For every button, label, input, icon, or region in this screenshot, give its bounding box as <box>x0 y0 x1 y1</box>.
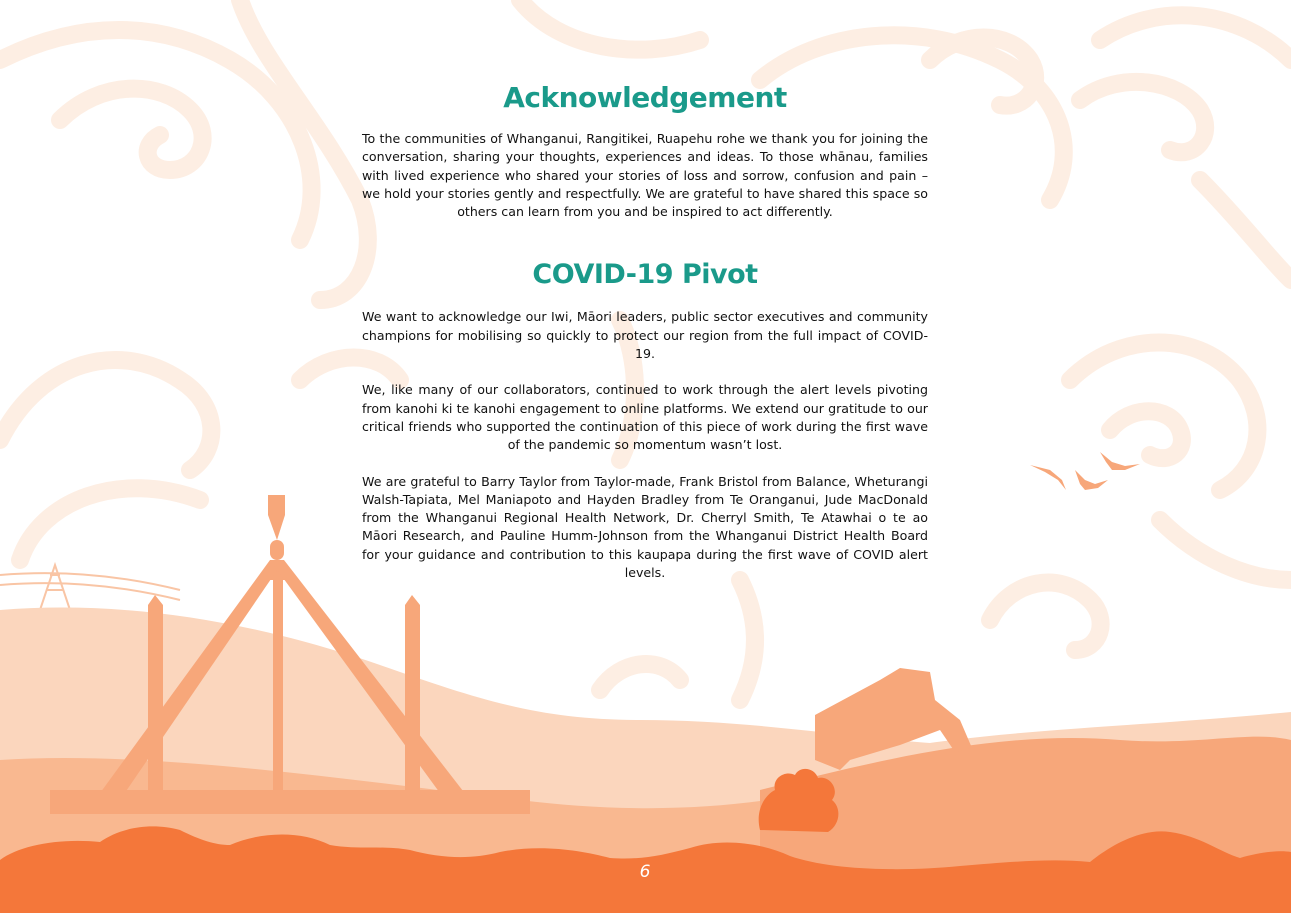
birds <box>1030 452 1140 490</box>
covid-paragraph-1: We want to acknowledge our Iwi, Māori leaders, public sector executives and community champions for mobilising so quickly to protect our region from the full impact of COVID-19. <box>362 309 928 362</box>
acknowledgement-paragraph: To the communities of Whanganui, Rangitikei, Ruapehu rohe we thank you for joining the conversation, sharing your thoughts, experiences and ideas. To those whānau, families with lived experience who shared your stories of loss and sorrow, confusion and pain – we hold your stories gently and respectfully. We are grateful to have shared this space so others can learn from you and be inspired to act differently. <box>362 131 928 220</box>
covid-paragraph-3: We are grateful to Barry Taylor from Taylor-made, Frank Bristol from Balance, Wheturangi Walsh-Tapiata, Mel Maniapoto and Hayden Bradley from Te Oranganui, Jude MacDonald from the Whanganui Regional Health Network, Dr. Cherryl Smith, Te Atawhai o te ao Māori Research, and Pauline Humm-Johnson from the Whanganui District Health Board for your guidance and contribution to this kaupapa during the first wave of COVID alert levels. <box>362 473 928 581</box>
text-content <box>362 78 928 582</box>
page-number: 6 <box>639 862 651 882</box>
covid-pivot-heading: COVID-19 Pivot <box>532 259 758 291</box>
acknowledgement-heading: Acknowledgement <box>503 81 787 114</box>
covid-paragraph-2: We, like many of our collaborators, continued to work through the alert levels pivoting from kanohi ki te kanohi engagement to online platforms. We extend our gratitude to our critical friends who supported the continuation of this piece of work during the first wave of the pandemic so momentum wasn’t lost. <box>362 382 928 453</box>
